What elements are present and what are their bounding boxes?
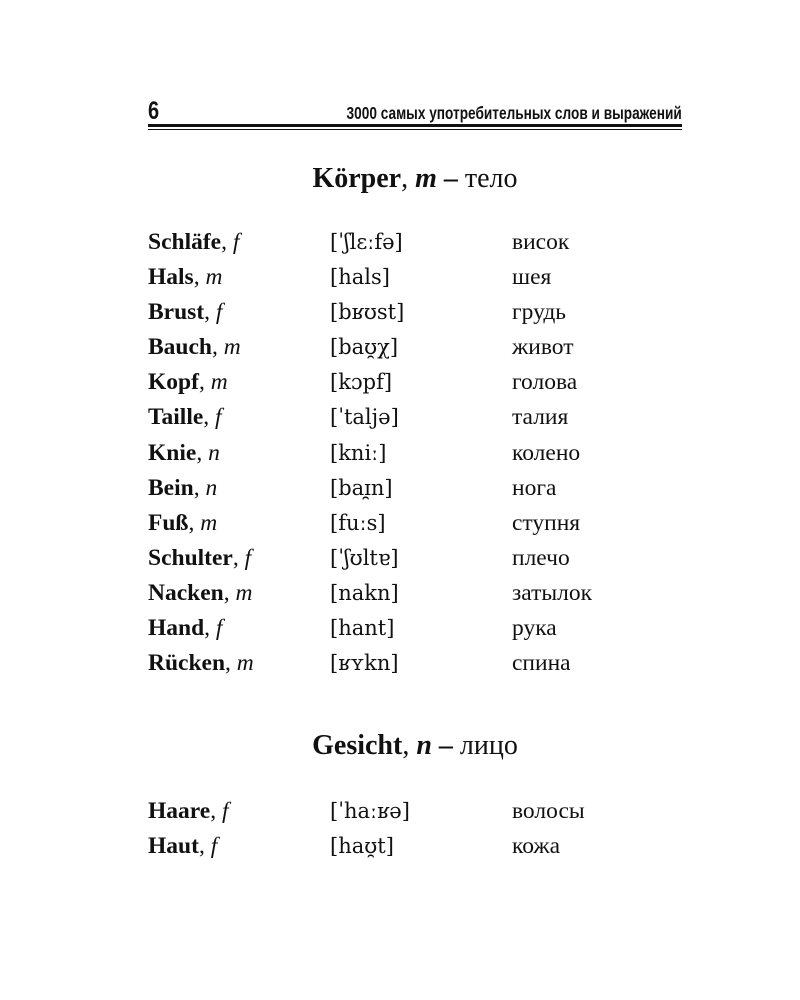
vocabulary-list-koerper xyxy=(148,227,682,683)
separator: , xyxy=(204,615,216,642)
heading-word: Gesicht xyxy=(312,730,403,761)
noun: Knie xyxy=(148,439,197,466)
translation: спина xyxy=(512,650,571,677)
gender: n xyxy=(208,439,220,466)
separator: , xyxy=(221,229,233,255)
vocab-entry xyxy=(148,578,682,613)
gender: m xyxy=(223,334,241,361)
page-number: 6 xyxy=(148,97,160,125)
translation: грудь xyxy=(512,299,567,326)
translation: плечо xyxy=(512,544,570,571)
gender: m xyxy=(235,579,253,606)
heading-dash: – xyxy=(431,730,460,761)
transcription: [nakn] xyxy=(330,580,399,605)
heading-gender: n xyxy=(416,730,432,761)
gender: m xyxy=(200,509,218,536)
section-heading-gesicht xyxy=(148,729,682,763)
noun: Bein xyxy=(148,474,194,501)
separator: , xyxy=(198,833,211,860)
vocab-entry xyxy=(148,367,682,402)
gender: f xyxy=(215,404,222,431)
separator: , xyxy=(210,798,222,824)
section-heading-koerper xyxy=(148,162,682,196)
entry-word xyxy=(148,578,252,608)
heading-translation: тело xyxy=(464,163,518,194)
transcription: [ˈʃlɛːfə] xyxy=(330,230,403,254)
vocab-entry xyxy=(148,262,682,297)
translation: кожа xyxy=(512,833,561,860)
transcription: [fuːs] xyxy=(330,510,386,535)
translation: затылок xyxy=(512,579,593,606)
vocab-entry xyxy=(148,438,682,473)
entry-word xyxy=(148,543,251,573)
separator: , xyxy=(232,544,245,571)
vocabulary-list-gesicht xyxy=(148,796,682,866)
gender: f xyxy=(232,229,240,255)
noun: Hand xyxy=(148,615,205,642)
transcription: [kɔpf] xyxy=(330,370,393,395)
entry-word xyxy=(148,831,217,861)
separator: , xyxy=(225,650,237,677)
running-title: 3000 самых употребительных слов и выражений xyxy=(346,103,682,123)
transcription: [ʁʏkn] xyxy=(330,651,399,676)
vocab-entry xyxy=(148,473,682,508)
entry-word xyxy=(148,648,254,678)
gender: n xyxy=(205,474,218,501)
transcription: [ˈtaljə] xyxy=(330,405,399,430)
transcription: [bʁʊst] xyxy=(330,300,405,325)
entry-word xyxy=(148,613,222,643)
separator: , xyxy=(212,334,224,361)
separator: , xyxy=(196,439,209,466)
vocab-entry xyxy=(148,297,682,332)
vocab-entry xyxy=(148,831,682,866)
translation: висок xyxy=(512,229,570,255)
vocab-entry xyxy=(148,227,682,262)
translation: рука xyxy=(512,615,557,642)
translation: голова xyxy=(512,369,578,396)
transcription: [ˈhaːʁə] xyxy=(330,799,410,823)
noun: Haare xyxy=(148,798,211,824)
separator: , xyxy=(204,299,216,326)
entry-word xyxy=(148,332,241,362)
transcription: [baʊ̯χ] xyxy=(330,335,399,360)
noun: Rücken xyxy=(148,650,226,677)
heading-word: Körper xyxy=(312,163,402,194)
entry-word xyxy=(148,227,239,257)
separator: , xyxy=(203,404,216,431)
transcription: [ˈʃʊltɐ] xyxy=(330,545,399,570)
noun: Nacken xyxy=(148,579,224,606)
noun: Hals xyxy=(148,264,194,291)
heading-dash: – xyxy=(436,163,465,194)
noun: Kopf xyxy=(148,369,199,396)
entry-word xyxy=(148,438,220,468)
noun: Taille xyxy=(148,404,204,431)
noun: Bauch xyxy=(148,334,212,361)
transcription: [hant] xyxy=(330,616,395,641)
translation: шея xyxy=(512,264,552,291)
separator: , xyxy=(193,264,206,291)
translation: волосы xyxy=(512,798,585,824)
separator: , xyxy=(193,474,206,501)
vocab-entry xyxy=(148,796,682,831)
vocab-entry xyxy=(148,402,682,437)
translation: колено xyxy=(512,439,581,466)
vocab-entry xyxy=(148,543,682,578)
transcription: [hals] xyxy=(330,265,390,290)
entry-word xyxy=(148,262,222,292)
separator: , xyxy=(223,579,236,606)
noun: Fuß xyxy=(148,509,189,536)
gender: f xyxy=(215,615,223,642)
noun: Schulter xyxy=(148,544,233,571)
entry-word xyxy=(148,297,222,327)
gender: m xyxy=(236,650,254,677)
heading-gender: m xyxy=(415,163,437,194)
gender: f xyxy=(210,833,218,860)
transcription: [kniː] xyxy=(330,440,387,465)
heading-translation: лицо xyxy=(459,730,518,761)
entry-word xyxy=(148,473,217,503)
noun: Haut xyxy=(148,833,199,860)
translation: ступня xyxy=(512,509,581,536)
entry-word xyxy=(148,367,228,397)
translation: талия xyxy=(512,404,569,431)
noun: Brust xyxy=(148,299,205,326)
separator: , xyxy=(188,509,201,536)
entry-word xyxy=(148,402,222,432)
translation: живот xyxy=(512,334,574,361)
heading-separator: , xyxy=(402,730,417,761)
transcription: [baɪ̯n] xyxy=(330,475,393,500)
gender: f xyxy=(244,544,252,571)
gender: f xyxy=(215,299,223,326)
gender: f xyxy=(221,798,229,824)
vocab-entry xyxy=(148,508,682,543)
entry-word xyxy=(148,796,229,826)
transcription: [haʊ̯t] xyxy=(330,834,394,859)
vocab-entry xyxy=(148,332,682,367)
heading-separator: , xyxy=(401,163,416,194)
translation: нога xyxy=(512,474,557,501)
entry-word xyxy=(148,508,217,538)
separator: , xyxy=(198,369,211,396)
vocab-entry xyxy=(148,648,682,683)
gender: m xyxy=(205,264,223,291)
gender: m xyxy=(210,369,228,396)
header-rule xyxy=(148,124,682,130)
noun: Schläfe xyxy=(148,229,222,255)
vocab-entry xyxy=(148,613,682,648)
